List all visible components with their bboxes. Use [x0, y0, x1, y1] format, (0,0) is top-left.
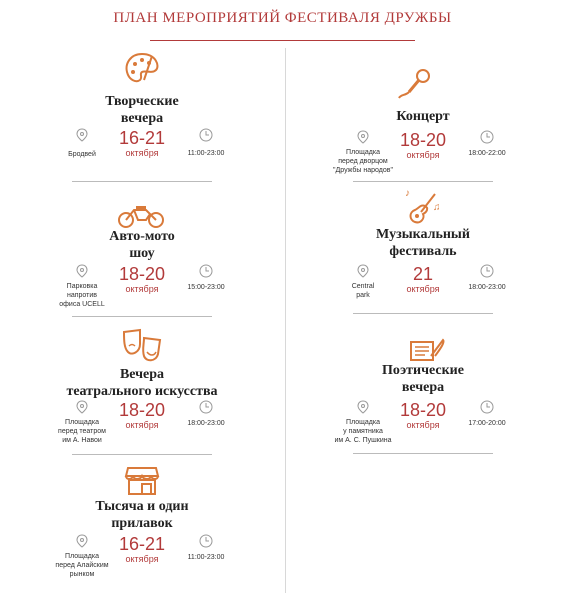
- clock-icon: [199, 400, 213, 414]
- clock-icon: [199, 534, 213, 548]
- event-separator: [353, 453, 493, 454]
- event-date: [393, 264, 453, 295]
- event-name: Концерт: [396, 109, 450, 124]
- event-name: Творческие вечера: [105, 94, 179, 126]
- event-separator: [353, 313, 493, 314]
- event-month: октября: [125, 148, 159, 158]
- book-quill-icon: [407, 336, 447, 364]
- event-location: Площадка перед театром им А. Навои: [58, 419, 106, 444]
- event-time: 18:00-23:00: [468, 284, 506, 291]
- event-days: 16-21: [118, 128, 166, 148]
- microphone-icon: [395, 66, 435, 106]
- event-date: [112, 534, 172, 565]
- event-date: [393, 130, 453, 161]
- svg-text:♪: ♪: [405, 188, 410, 199]
- event-separator: [353, 181, 493, 182]
- clock-icon: [480, 400, 494, 414]
- event-date: [112, 264, 172, 295]
- location-pin-icon: [75, 534, 89, 548]
- event-time: 11:00-23:00: [187, 554, 225, 561]
- event-name: Поэтические вечера: [382, 363, 464, 395]
- market-stall-icon: [124, 464, 160, 496]
- event-days: 16-21: [118, 534, 166, 554]
- event-separator: [72, 181, 212, 182]
- event-time: 11:00-23:00: [187, 150, 225, 157]
- event-days: 18-20: [399, 400, 447, 420]
- location-pin-icon: [356, 264, 370, 278]
- theater-masks-icon: [120, 328, 164, 364]
- location-pin-icon: [356, 400, 370, 414]
- event-location: Площадка перед Алайским рынком: [55, 553, 109, 578]
- event-time: 17:00-20:00: [468, 420, 506, 427]
- column-divider: [285, 48, 286, 593]
- event-name: Авто-мото шоу: [109, 229, 175, 261]
- palette-icon: [122, 50, 162, 90]
- event-time: 18:00-22:00: [468, 150, 506, 157]
- event-location: Площадка перед дворцом "Дружбы народов": [333, 149, 393, 174]
- event-month: октября: [406, 284, 440, 294]
- event-days: 18-20: [399, 130, 447, 150]
- event-name: Музыкальный фестиваль: [376, 227, 470, 259]
- event-date: [112, 128, 172, 159]
- motorcycle-icon: [116, 200, 166, 230]
- event-location: Central park: [351, 283, 375, 299]
- event-days: 18-20: [118, 264, 166, 284]
- location-pin-icon: [75, 128, 89, 142]
- clock-icon: [199, 264, 213, 278]
- event-month: октября: [406, 150, 440, 160]
- event-month: октября: [125, 420, 159, 430]
- svg-text:♫: ♫: [433, 202, 441, 213]
- location-pin-icon: [75, 400, 89, 414]
- page-title: ПЛАН МЕРОПРИЯТИЙ ФЕСТИВАЛЯ ДРУЖБЫ: [113, 10, 452, 26]
- event-time: 18:00-23:00: [187, 420, 225, 427]
- clock-icon: [480, 130, 494, 144]
- event-date: [112, 400, 172, 431]
- event-month: октября: [406, 420, 440, 430]
- event-days: 21: [412, 264, 434, 284]
- event-location: Бродвей: [68, 151, 96, 158]
- event-days: 18-20: [118, 400, 166, 420]
- title-underline: [150, 40, 415, 41]
- guitar-icon: [403, 186, 443, 228]
- clock-icon: [199, 128, 213, 142]
- location-pin-icon: [75, 264, 89, 278]
- clock-icon: [480, 264, 494, 278]
- event-name: Тысяча и один прилавок: [95, 499, 189, 531]
- event-location: Площадка у памятника им А. С. Пушкина: [334, 419, 392, 444]
- event-date: [393, 400, 453, 431]
- event-name: Вечера театрального искусства: [66, 367, 218, 399]
- event-separator: [72, 454, 212, 455]
- event-month: октября: [125, 554, 159, 564]
- event-time: 15:00-23:00: [187, 284, 225, 291]
- event-location: Парковка напротив офиса UCELL: [59, 283, 105, 308]
- event-month: октября: [125, 284, 159, 294]
- location-pin-icon: [356, 130, 370, 144]
- event-separator: [72, 316, 212, 317]
